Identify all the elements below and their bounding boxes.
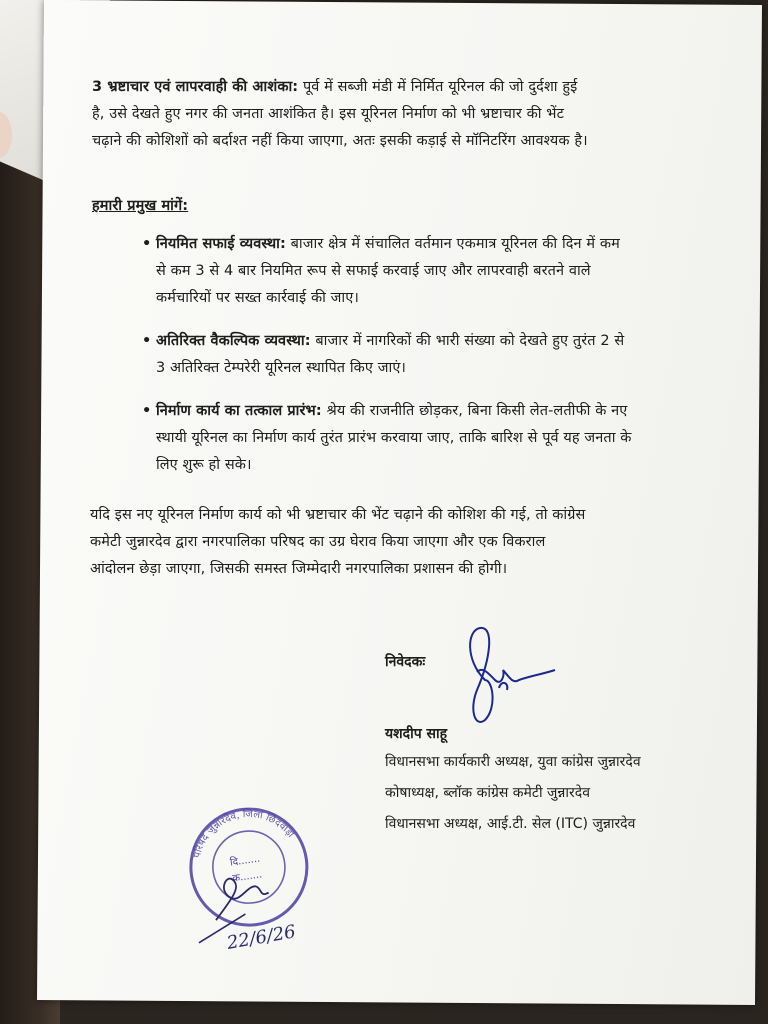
stamp-inner-line: क्र.......	[231, 869, 263, 885]
stamp-date: 22/6/26	[225, 921, 298, 954]
stamp-inner-line: दि.......	[229, 853, 261, 869]
demand-item	[142, 398, 697, 479]
signer-role: विधानसभा कार्यकारी अध्यक्ष, युवा कांग्रेस जुन्नारदेव	[385, 754, 641, 770]
demand-line: लिए शुरू हो सके।	[156, 457, 252, 473]
demand-title: नियमित सफाई व्यवस्था:	[156, 236, 286, 252]
section-3-heading: 3 भ्रष्टाचार एवं लापरवाही की आशंका:	[92, 79, 299, 95]
demand-item	[142, 328, 697, 382]
demand-line: 3 अतिरिक्त टेम्परेरी यूरिनल स्थापित किए जाएं।	[156, 360, 407, 376]
closing-paragraph	[90, 502, 700, 583]
signer-name: यशदीप साहू	[385, 726, 448, 742]
demand-line: बाजार क्षेत्र में संचालित वर्तमान एकमात्र यूरिनल की दिन में कम	[290, 236, 620, 252]
section-3-line: पूर्व में सब्जी मंडी में निर्मित यूरिनल की जो दुर्दशा हुई	[302, 79, 578, 95]
demand-title: निर्माण कार्य का तत्काल प्रारंभ:	[156, 403, 322, 419]
bullet-icon: •	[142, 403, 152, 419]
section-3-paragraph	[92, 74, 692, 155]
demand-line: स्थायी यूरिनल का निर्माण कार्य तुरंत प्रारंभ करवाया जाए, ताकि बारिश से पूर्व यह जनता के	[156, 430, 632, 446]
office-stamp-icon	[170, 795, 330, 955]
stamp-ring-text: परिषद जुन्नारदेव, जिला छिंदवाड़ा	[191, 808, 296, 860]
signer-role: विधानसभा अध्यक्ष, आई.टी. सेल (ITC) जुन्नारदेव	[385, 816, 636, 832]
demands-heading: हमारी प्रमुख मांगें:	[92, 198, 189, 214]
demand-line: कर्मचारियों पर सख्त कार्रवाई की जाए।	[156, 290, 359, 306]
demand-item	[142, 231, 697, 312]
applicant-label: निवेदकः	[385, 654, 426, 670]
signature-icon	[455, 620, 565, 735]
demand-line: बाजार में नागरिकों की भारी संख्या को देखते हुए तुरंत 2 से	[315, 333, 625, 349]
bullet-icon: •	[142, 236, 152, 252]
closing-line: कमेटी जुन्नारदेव द्वारा नगरपालिका परिषद का उग्र घेराव किया जाएगा और एक विकराल	[90, 534, 546, 550]
bullet-icon: •	[142, 333, 152, 349]
demand-title: अतिरिक्त वैकल्पिक व्यवस्था:	[156, 333, 311, 349]
demand-line: से कम 3 से 4 बार नियमित रूप से सफाई करवाई जाए और लापरवाही बरतने वाले	[156, 263, 591, 279]
closing-line: आंदोलन छेड़ा जाएगा, जिसकी समस्त जिम्मेदारी नगरपालिका प्रशासन की होगी।	[90, 561, 508, 577]
demands-heading-block	[92, 193, 692, 220]
demand-line: श्रेय की राजनीति छोड़कर, बिना किसी लेत-लतीफी के नए	[326, 403, 628, 419]
section-3-line: है, उसे देखते हुए नगर की जनता आशंकित है। इस यूरिनल निर्माण को भी भ्रष्टाचार की भेंट	[92, 106, 564, 122]
signer-role: कोषाध्यक्ष, ब्लॉक कांग्रेस कमेटी जुन्नारदेव	[385, 785, 590, 801]
section-3-line: चढ़ाने की कोशिशों को बर्दाश्त नहीं किया जाएगा, अतः इसकी कड़ाई से मॉनिटरिंग आवश्यक है।	[92, 133, 588, 149]
closing-line: यदि इस नए यूरिनल निर्माण कार्य को भी भ्रष्टाचार की भेंट चढ़ाने की कोशिश की गई, तो कांग्रेस	[90, 507, 586, 523]
